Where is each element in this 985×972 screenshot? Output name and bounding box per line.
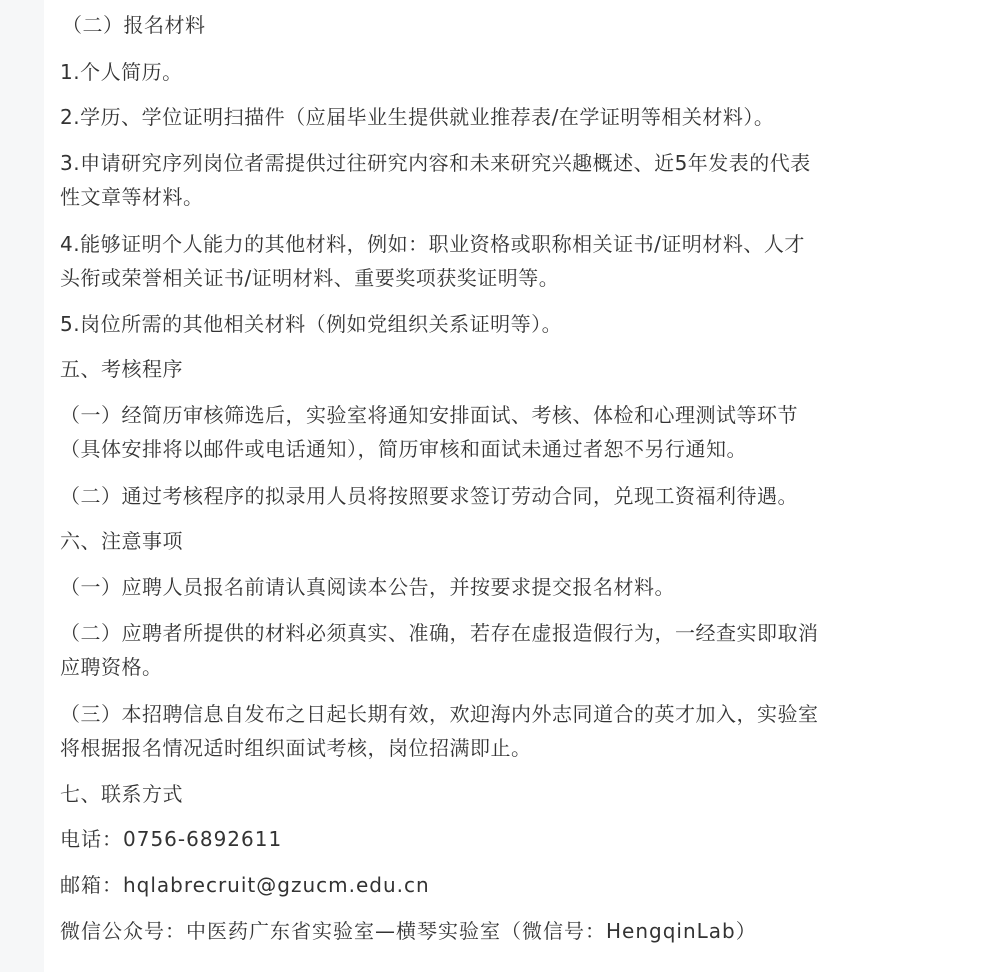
paragraph-line: （一）应聘人员报名前请认真阅读本公告，并按要求提交报名材料。	[60, 575, 675, 599]
section-heading: （二）报名材料	[62, 13, 206, 37]
contact-email: 邮箱：hqlabrecruit@gzucm.edu.cn	[60, 873, 430, 897]
material-item-2: 2.学历、学位证明扫描件（应届毕业生提供就业推荐表/在学证明等相关材料）。	[60, 105, 775, 129]
paragraph-line: （具体安排将以邮件或电话通知），简历审核和面试未通过者恕不另行通知。	[60, 437, 747, 461]
paragraph-line: 应聘资格。	[60, 655, 163, 679]
material-item-4-cont: 头衔或荣誉相关证书/证明材料、重要奖项获奖证明等。	[60, 266, 560, 290]
section-heading: 七、联系方式	[60, 782, 183, 806]
paragraph-line: （二）应聘者所提供的材料必须真实、准确，若存在虚报造假行为，一经查实即取消	[60, 621, 819, 645]
paragraph-line: （一）经简历审核筛选后，实验室将通知安排面试、考核、体检和心理测试等环节	[60, 403, 798, 427]
paragraph-line: （三）本招聘信息自发布之日起长期有效，欢迎海内外志同道合的英才加入，实验室	[60, 702, 819, 726]
section-heading: 五、考核程序	[60, 357, 183, 381]
paragraph-line: 将根据报名情况适时组织面试考核，岗位招满即止。	[60, 736, 532, 760]
material-item-4: 4.能够证明个人能力的其他材料，例如：职业资格或职称相关证书/证明材料、人才	[60, 232, 805, 256]
left-margin-strip	[0, 0, 44, 972]
material-item-3-cont: 性文章等材料。	[60, 185, 204, 209]
contact-wechat: 微信公众号：中医药广东省实验室—横琴实验室（微信号：HengqinLab）	[60, 919, 757, 943]
section-heading: 六、注意事项	[60, 529, 183, 553]
contact-phone: 电话：0756-6892611	[60, 827, 283, 851]
material-item-3: 3.申请研究序列岗位者需提供过往研究内容和未来研究兴趣概述、近5年发表的代表	[60, 151, 811, 175]
material-item-1: 1.个人简历。	[60, 60, 183, 84]
paragraph-line: （二）通过考核程序的拟录用人员将按照要求签订劳动合同，兑现工资福利待遇。	[60, 484, 798, 508]
material-item-5: 5.岗位所需的其他相关材料（例如党组织关系证明等）。	[60, 312, 563, 336]
